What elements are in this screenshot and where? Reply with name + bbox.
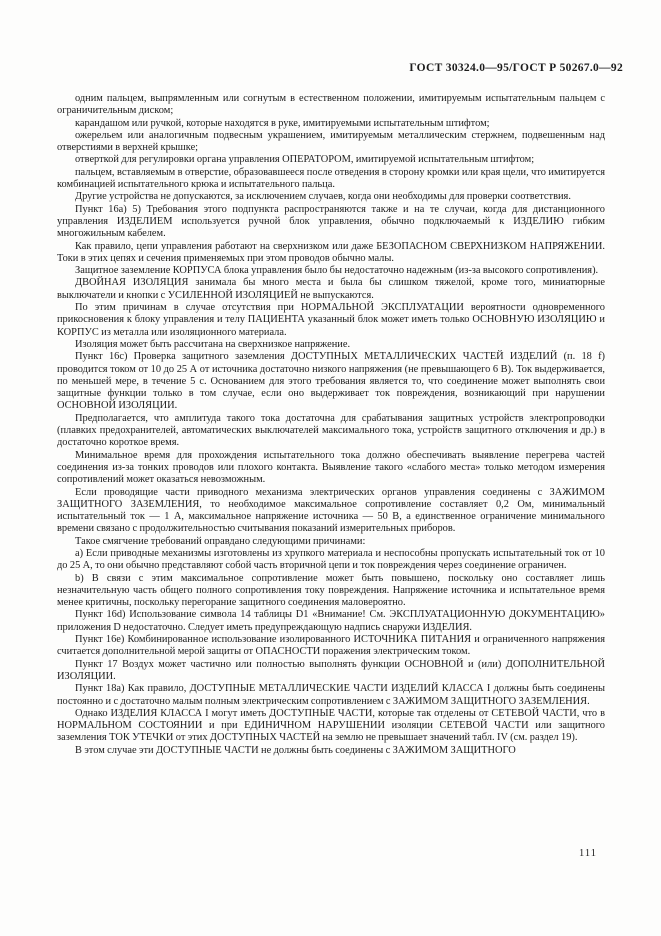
- paragraph: Пункт 17 Воздух может частично или полностью выполнять функции ОСНОВНОЙ и (или) ДОПОЛНИТЕЛЬНОЙ ИЗОЛЯЦИИ.: [57, 658, 605, 682]
- paragraph: В этом случае эти ДОСТУПНЫЕ ЧАСТИ не должны быть соединены с ЗАЖИМОМ ЗАЩИТНОГО: [75, 744, 516, 756]
- document-body: [57, 93, 605, 757]
- paragraph: Пункт 16а) 5) Требования этого подпункта распространяются также и на те случаи, когда для дистанционного управления ИЗДЕЛИЕМ используется ручной блок управления, обычно подключаемый к ИЗДЕЛИЮ гибким многожильным кабелем.: [57, 203, 605, 240]
- document-header-title: ГОСТ 30324.0—95/ГОСТ Р 50267.0—92: [409, 62, 623, 74]
- paragraph: ДВОЙНАЯ ИЗОЛЯЦИЯ занимала бы много места и была бы слишком тяжелой, кроме того, миниатюрные выключатели и кнопки с УСИЛЕННОЙ ИЗОЛЯЦИЕЙ не выпускаются.: [57, 277, 605, 301]
- paragraph: Минимальное время для прохождения испытательного тока должно обеспечивать выявление перегрева частей соединения из-за тонких проводов или плохого контакта. Выявление такого «слабого места» только методом измерения сопротивлений может оказаться невозможным.: [57, 449, 605, 486]
- paragraph: Если проводящие части приводного механизма электрических органов управления соединены с ЗАЖИМОМ ЗАЩИТНОГО ЗАЗЕМЛЕНИЯ, то необходимое максимальное сопротивление составляет 0,2 Ом, минимальный испытательный ток — 1 А, максимальное напряжение источника — 50 В, а единственное ограничение минимального времени связано с продолжительностью считывания показаний измерительных приборов.: [57, 486, 605, 535]
- paragraph: пальцем, вставляемым в отверстие, образовавшееся после отведения в сторону кромки или края щели, что имитируется комбинацией испытательного крюка и испытательного пальца.: [57, 166, 605, 191]
- paragraph: Пункт 16с) Проверка защитного заземления ДОСТУПНЫХ МЕТАЛЛИЧЕСКИХ ЧАСТЕЙ ИЗДЕЛИЙ (п. 18 f) проводится током от 10 до 25 А от источника достаточно низкого напряжения (не превышающего 6 В). Ток выдерживается, по меньшей мере, в течение 5 с. Основанием для этого требования является то, что соединение может выполнять свои защитные функции только в том случае, если оно выдерживает ток повреждения, возникающий при нарушении ОСНОВНОЙ ИЗОЛЯЦИИ.: [57, 351, 605, 412]
- paragraph: Защитное заземление КОРПУСА блока управления было бы недостаточно надежным (из-за высокого сопротивления).: [75, 265, 599, 277]
- paragraph: Пункт 16е) Комбинированное использование изолированного ИСТОЧНИКА ПИТАНИЯ и ограниченного напряжения считается дополнительной мерой защиты от ОПАСНОСТИ поражения электрическим током.: [57, 634, 605, 658]
- paragraph: Пункт 16d) Использование символа 14 таблицы D1 «Внимание! См. ЭКСПЛУАТАЦИОННУЮ ДОКУМЕНТАЦИЮ» приложения D недостаточно. Следует иметь предупреждающую надпись снаружи ИЗДЕЛИЯ.: [57, 609, 605, 633]
- paragraph: Другие устройства не допускаются, за исключением случаев, когда они необходимы для проверки соответствия.: [75, 191, 571, 203]
- paragraph: Как правило, цепи управления работают на сверхнизком или даже БЕЗОПАСНОМ СВЕРХНИЗКОМ НАПРЯЖЕНИИ. Токи в этих цепях и сечения применяемых при этом проводов обычно малы.: [57, 240, 605, 264]
- paragraph: По этим причинам в случае отсутствия при НОРМАЛЬНОЙ ЭКСПЛУАТАЦИИ вероятности одновременного прикосновения к блоку управления и телу ПАЦИЕНТА указанный блок может иметь только ОСНОВНУЮ ИЗОЛЯЦИЮ и КОРПУС из металла или изоляционного материала.: [57, 302, 605, 338]
- paragraph: Пункт 18а) Как правило, ДОСТУПНЫЕ МЕТАЛЛИЧЕСКИЕ ЧАСТИ ИЗДЕЛИЙ КЛАССА I должны быть соединены постоянно и с достаточно малым полным электрическим сопротивлением с ЗАЖИМОМ ЗАЩИТНОГО ЗАЗЕМЛЕНИЯ.: [57, 683, 605, 707]
- paragraph: Однако ИЗДЕЛИЯ КЛАССА I могут иметь ДОСТУПНЫЕ ЧАСТИ, которые так отделены от СЕТЕВОЙ ЧАСТИ, что в НОРМАЛЬНОМ СОСТОЯНИИ и при ЕДИНИЧНОМ НАРУШЕНИИ изоляции СЕТЕВОЙ ЧАСТИ или защитного заземления ТОК УТЕЧКИ от этих ДОСТУПНЫХ ЧАСТЕЙ на землю не превышает значений табл. IV (см. раздел 19).: [57, 707, 605, 744]
- paragraph: карандашом или ручкой, которые находятся в руке, имитируемыми испытательным штифтом;: [75, 117, 490, 129]
- paragraph: а) Если приводные механизмы изготовлены из хрупкого материала и неспособны пропускать испытательный ток от 10 до 25 А, то они обычно представляют собой часть вторичной цепи и ток повреждения через соединение ограничен.: [57, 547, 605, 572]
- paragraph: одним пальцем, выпрямленным или согнутым в естественном положении, имитируемым испытательным пальцем с ограничительным диском;: [57, 93, 605, 117]
- paragraph: отверткой для регулировки органа управления ОПЕРАТОРОМ, имитируемой испытательным штифтом;: [75, 154, 535, 166]
- page-number: 111: [579, 848, 597, 859]
- paragraph: b) В связи с этим максимальное сопротивление может быть повышено, поскольку оно составляет лишь незначительную часть общего полного сопротивления току повреждения. Напряжение источника и испытательное время менее критичны, поскольку перегорание защитного соединения маловероятно.: [57, 572, 605, 609]
- paragraph: ожерельем или аналогичным подвесным украшением, имитируемым металлическим стержнем, подвешенным над отверстиями в верхней крышке;: [57, 129, 605, 154]
- paragraph: Такое смягчение требований оправдано следующими причинами:: [75, 535, 366, 547]
- paragraph: Изоляция может быть рассчитана на сверхнизкое напряжение.: [75, 338, 351, 350]
- paragraph: Предполагается, что амплитуда такого тока достаточна для срабатывания защитных устройств электропроводки (плавких предохранителей, автоматических выключателей максимального тока, устройств защитного отключения и др.) в достаточно короткое время.: [57, 412, 605, 449]
